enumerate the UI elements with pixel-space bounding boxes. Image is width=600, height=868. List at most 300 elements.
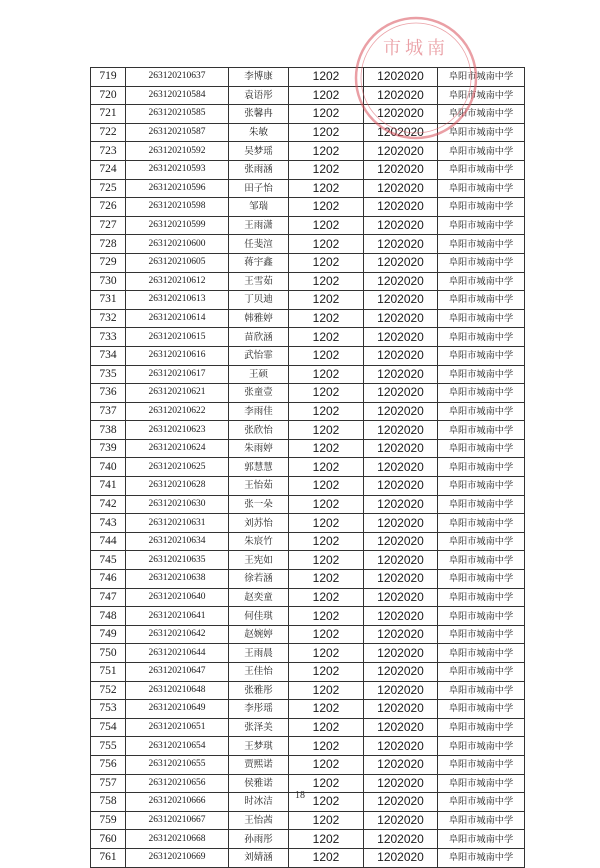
student-id-cell: 263120210599 <box>126 216 229 235</box>
class-code-cell: 1202 <box>289 681 364 700</box>
exam-code-cell: 1202020 <box>364 532 438 551</box>
school-name-cell: 阜阳市城南中学 <box>438 644 525 663</box>
row-number-cell: 748 <box>91 607 126 626</box>
exam-code-cell: 1202020 <box>364 495 438 514</box>
table-row <box>91 105 525 124</box>
table-row <box>91 811 525 830</box>
table-row <box>91 198 525 217</box>
class-code-cell: 1202 <box>289 830 364 849</box>
exam-code-cell: 1202020 <box>364 755 438 774</box>
row-number-cell: 755 <box>91 737 126 756</box>
school-name-cell: 阜阳市城南中学 <box>438 68 525 87</box>
school-name-cell: 阜阳市城南中学 <box>438 700 525 719</box>
class-code-cell: 1202 <box>289 848 364 867</box>
table-row <box>91 737 525 756</box>
school-name-cell: 阜阳市城南中学 <box>438 384 525 403</box>
school-name-cell: 阜阳市城南中学 <box>438 235 525 254</box>
table-row <box>91 272 525 291</box>
exam-code-cell: 1202020 <box>364 458 438 477</box>
class-code-cell: 1202 <box>289 272 364 291</box>
exam-code-cell: 1202020 <box>364 346 438 365</box>
exam-code-cell: 1202020 <box>364 272 438 291</box>
school-name-cell: 阜阳市城南中学 <box>438 253 525 272</box>
table-row <box>91 495 525 514</box>
row-number-cell: 720 <box>91 86 126 105</box>
row-number-cell: 719 <box>91 68 126 87</box>
class-code-cell: 1202 <box>289 737 364 756</box>
class-code-cell: 1202 <box>289 216 364 235</box>
exam-code-cell: 1202020 <box>364 607 438 626</box>
table-row <box>91 291 525 310</box>
table-row <box>91 309 525 328</box>
student-name-cell: 朱敏 <box>229 123 289 142</box>
row-number-cell: 742 <box>91 495 126 514</box>
exam-code-cell: 1202020 <box>364 570 438 589</box>
row-number-cell: 749 <box>91 625 126 644</box>
school-name-cell: 阜阳市城南中学 <box>438 105 525 124</box>
student-id-cell: 263120210625 <box>126 458 229 477</box>
school-name-cell: 阜阳市城南中学 <box>438 588 525 607</box>
student-id-cell: 263120210669 <box>126 848 229 867</box>
table-row <box>91 365 525 384</box>
student-name-cell: 张雅彤 <box>229 681 289 700</box>
student-id-cell: 263120210668 <box>126 830 229 849</box>
student-id-cell: 263120210655 <box>126 755 229 774</box>
student-id-cell: 263120210605 <box>126 253 229 272</box>
row-number-cell: 732 <box>91 309 126 328</box>
school-name-cell: 阜阳市城南中学 <box>438 848 525 867</box>
student-name-cell: 李雨佳 <box>229 402 289 421</box>
row-number-cell: 728 <box>91 235 126 254</box>
table-row <box>91 179 525 198</box>
student-id-cell: 263120210651 <box>126 718 229 737</box>
class-code-cell: 1202 <box>289 607 364 626</box>
student-name-cell: 张童壹 <box>229 384 289 403</box>
student-name-cell: 丁贝迪 <box>229 291 289 310</box>
class-code-cell: 1202 <box>289 291 364 310</box>
table-row <box>91 700 525 719</box>
table-row <box>91 663 525 682</box>
exam-code-cell: 1202020 <box>364 235 438 254</box>
school-name-cell: 阜阳市城南中学 <box>438 439 525 458</box>
school-name-cell: 阜阳市城南中学 <box>438 551 525 570</box>
row-number-cell: 739 <box>91 439 126 458</box>
school-name-cell: 阜阳市城南中学 <box>438 160 525 179</box>
exam-code-cell: 1202020 <box>364 811 438 830</box>
table-row <box>91 402 525 421</box>
class-code-cell: 1202 <box>289 644 364 663</box>
exam-code-cell: 1202020 <box>364 86 438 105</box>
student-id-cell: 263120210621 <box>126 384 229 403</box>
school-name-cell: 阜阳市城南中学 <box>438 607 525 626</box>
student-name-cell: 李彤瑶 <box>229 700 289 719</box>
student-id-cell: 263120210634 <box>126 532 229 551</box>
exam-code-cell: 1202020 <box>364 514 438 533</box>
row-number-cell: 743 <box>91 514 126 533</box>
student-name-cell: 张泽美 <box>229 718 289 737</box>
student-name-cell: 侯雅诺 <box>229 774 289 793</box>
school-name-cell: 阜阳市城南中学 <box>438 774 525 793</box>
class-code-cell: 1202 <box>289 198 364 217</box>
exam-code-cell: 1202020 <box>364 737 438 756</box>
student-id-cell: 263120210593 <box>126 160 229 179</box>
table-row <box>91 346 525 365</box>
student-name-cell: 张馨冉 <box>229 105 289 124</box>
student-name-cell: 王佳怡 <box>229 663 289 682</box>
row-number-cell: 746 <box>91 570 126 589</box>
row-number-cell: 722 <box>91 123 126 142</box>
exam-code-cell: 1202020 <box>364 477 438 496</box>
exam-code-cell: 1202020 <box>364 291 438 310</box>
school-name-cell: 阜阳市城南中学 <box>438 811 525 830</box>
student-name-cell: 王梦琪 <box>229 737 289 756</box>
class-code-cell: 1202 <box>289 68 364 87</box>
student-roster-table <box>90 67 525 868</box>
school-name-cell: 阜阳市城南中学 <box>438 570 525 589</box>
row-number-cell: 735 <box>91 365 126 384</box>
school-name-cell: 阜阳市城南中学 <box>438 458 525 477</box>
exam-code-cell: 1202020 <box>364 253 438 272</box>
row-number-cell: 734 <box>91 346 126 365</box>
table-row <box>91 607 525 626</box>
row-number-cell: 756 <box>91 755 126 774</box>
class-code-cell: 1202 <box>289 700 364 719</box>
student-id-cell: 263120210654 <box>126 737 229 756</box>
student-id-cell: 263120210584 <box>126 86 229 105</box>
school-name-cell: 阜阳市城南中学 <box>438 737 525 756</box>
student-id-cell: 263120210667 <box>126 811 229 830</box>
row-number-cell: 736 <box>91 384 126 403</box>
student-name-cell: 何佳琪 <box>229 607 289 626</box>
table-row <box>91 644 525 663</box>
table-row <box>91 848 525 867</box>
student-id-cell: 263120210648 <box>126 681 229 700</box>
student-id-cell: 263120210596 <box>126 179 229 198</box>
student-name-cell: 王硕 <box>229 365 289 384</box>
row-number-cell: 754 <box>91 718 126 737</box>
student-name-cell: 张一朵 <box>229 495 289 514</box>
class-code-cell: 1202 <box>289 458 364 477</box>
school-name-cell: 阜阳市城南中学 <box>438 291 525 310</box>
exam-code-cell: 1202020 <box>364 700 438 719</box>
student-name-cell: 孙雨彤 <box>229 830 289 849</box>
student-id-cell: 263120210617 <box>126 365 229 384</box>
student-name-cell: 袁语彤 <box>229 86 289 105</box>
class-code-cell: 1202 <box>289 570 364 589</box>
row-number-cell: 751 <box>91 663 126 682</box>
row-number-cell: 725 <box>91 179 126 198</box>
class-code-cell: 1202 <box>289 532 364 551</box>
school-name-cell: 阜阳市城南中学 <box>438 309 525 328</box>
table-row <box>91 253 525 272</box>
exam-code-cell: 1202020 <box>364 421 438 440</box>
row-number-cell: 731 <box>91 291 126 310</box>
student-name-cell: 王雨潇 <box>229 216 289 235</box>
table-row <box>91 551 525 570</box>
class-code-cell: 1202 <box>289 86 364 105</box>
row-number-cell: 750 <box>91 644 126 663</box>
class-code-cell: 1202 <box>289 588 364 607</box>
school-name-cell: 阜阳市城南中学 <box>438 532 525 551</box>
school-name-cell: 阜阳市城南中学 <box>438 198 525 217</box>
row-number-cell: 733 <box>91 328 126 347</box>
student-name-cell: 王怡茜 <box>229 811 289 830</box>
table-row <box>91 235 525 254</box>
table-row <box>91 68 525 87</box>
student-id-cell: 263120210666 <box>126 793 229 812</box>
row-number-cell: 729 <box>91 253 126 272</box>
table-row <box>91 216 525 235</box>
exam-code-cell: 1202020 <box>364 198 438 217</box>
class-code-cell: 1202 <box>289 495 364 514</box>
student-id-cell: 263120210628 <box>126 477 229 496</box>
exam-code-cell: 1202020 <box>364 123 438 142</box>
table-row <box>91 830 525 849</box>
table-row <box>91 625 525 644</box>
exam-code-cell: 1202020 <box>364 365 438 384</box>
school-name-cell: 阜阳市城南中学 <box>438 830 525 849</box>
exam-code-cell: 1202020 <box>364 718 438 737</box>
class-code-cell: 1202 <box>289 142 364 161</box>
student-id-cell: 263120210649 <box>126 700 229 719</box>
row-number-cell: 760 <box>91 830 126 849</box>
school-name-cell: 阜阳市城南中学 <box>438 755 525 774</box>
exam-code-cell: 1202020 <box>364 142 438 161</box>
row-number-cell: 744 <box>91 532 126 551</box>
table-row <box>91 477 525 496</box>
class-code-cell: 1202 <box>289 421 364 440</box>
exam-code-cell: 1202020 <box>364 663 438 682</box>
student-id-cell: 263120210612 <box>126 272 229 291</box>
row-number-cell: 741 <box>91 477 126 496</box>
student-name-cell: 王雨晨 <box>229 644 289 663</box>
student-id-cell: 263120210598 <box>126 198 229 217</box>
class-code-cell: 1202 <box>289 514 364 533</box>
table-row <box>91 142 525 161</box>
school-name-cell: 阜阳市城南中学 <box>438 402 525 421</box>
school-name-cell: 阜阳市城南中学 <box>438 86 525 105</box>
row-number-cell: 753 <box>91 700 126 719</box>
student-id-cell: 263120210616 <box>126 346 229 365</box>
student-id-cell: 263120210644 <box>126 644 229 663</box>
class-code-cell: 1202 <box>289 755 364 774</box>
student-name-cell: 吴梦瑶 <box>229 142 289 161</box>
student-id-cell: 263120210635 <box>126 551 229 570</box>
row-number-cell: 745 <box>91 551 126 570</box>
student-id-cell: 263120210587 <box>126 123 229 142</box>
table-row <box>91 439 525 458</box>
exam-code-cell: 1202020 <box>364 793 438 812</box>
row-number-cell: 757 <box>91 774 126 793</box>
class-code-cell: 1202 <box>289 811 364 830</box>
class-code-cell: 1202 <box>289 235 364 254</box>
student-id-cell: 263120210631 <box>126 514 229 533</box>
school-name-cell: 阜阳市城南中学 <box>438 328 525 347</box>
student-name-cell: 武怡霏 <box>229 346 289 365</box>
row-number-cell: 758 <box>91 793 126 812</box>
exam-code-cell: 1202020 <box>364 179 438 198</box>
row-number-cell: 726 <box>91 198 126 217</box>
student-name-cell: 张欣怡 <box>229 421 289 440</box>
row-number-cell: 761 <box>91 848 126 867</box>
school-name-cell: 阜阳市城南中学 <box>438 272 525 291</box>
table-row <box>91 588 525 607</box>
class-code-cell: 1202 <box>289 160 364 179</box>
student-id-cell: 263120210637 <box>126 68 229 87</box>
student-id-cell: 263120210641 <box>126 607 229 626</box>
student-id-cell: 263120210613 <box>126 291 229 310</box>
class-code-cell: 1202 <box>289 309 364 328</box>
class-code-cell: 1202 <box>289 384 364 403</box>
student-name-cell: 郭慧慧 <box>229 458 289 477</box>
row-number-cell: 747 <box>91 588 126 607</box>
class-code-cell: 1202 <box>289 663 364 682</box>
student-name-cell: 徐若涵 <box>229 570 289 589</box>
exam-code-cell: 1202020 <box>364 625 438 644</box>
school-name-cell: 阜阳市城南中学 <box>438 718 525 737</box>
student-name-cell: 任斐渲 <box>229 235 289 254</box>
table-row <box>91 458 525 477</box>
student-id-cell: 263120210642 <box>126 625 229 644</box>
table-row <box>91 681 525 700</box>
table-row <box>91 514 525 533</box>
page-number: 18 <box>295 790 305 801</box>
student-name-cell: 张雨涵 <box>229 160 289 179</box>
exam-code-cell: 1202020 <box>364 105 438 124</box>
school-name-cell: 阜阳市城南中学 <box>438 663 525 682</box>
student-name-cell: 邹瑞 <box>229 198 289 217</box>
student-name-cell: 贾熙诺 <box>229 755 289 774</box>
exam-code-cell: 1202020 <box>364 309 438 328</box>
school-name-cell: 阜阳市城南中学 <box>438 365 525 384</box>
class-code-cell: 1202 <box>289 123 364 142</box>
student-id-cell: 263120210623 <box>126 421 229 440</box>
student-id-cell: 263120210592 <box>126 142 229 161</box>
school-name-cell: 阜阳市城南中学 <box>438 179 525 198</box>
student-name-cell: 刘苏怡 <box>229 514 289 533</box>
class-code-cell: 1202 <box>289 774 364 793</box>
school-name-cell: 阜阳市城南中学 <box>438 514 525 533</box>
school-name-cell: 阜阳市城南中学 <box>438 681 525 700</box>
exam-code-cell: 1202020 <box>364 439 438 458</box>
student-name-cell: 朱宸竹 <box>229 532 289 551</box>
school-name-cell: 阜阳市城南中学 <box>438 793 525 812</box>
table-row <box>91 328 525 347</box>
student-id-cell: 263120210656 <box>126 774 229 793</box>
row-number-cell: 740 <box>91 458 126 477</box>
school-name-cell: 阜阳市城南中学 <box>438 421 525 440</box>
table-row <box>91 532 525 551</box>
student-name-cell: 时冰洁 <box>229 793 289 812</box>
student-name-cell: 赵婉婷 <box>229 625 289 644</box>
exam-code-cell: 1202020 <box>364 216 438 235</box>
student-id-cell: 263120210647 <box>126 663 229 682</box>
school-name-cell: 阜阳市城南中学 <box>438 142 525 161</box>
class-code-cell: 1202 <box>289 253 364 272</box>
class-code-cell: 1202 <box>289 551 364 570</box>
student-id-cell: 263120210624 <box>126 439 229 458</box>
student-id-cell: 263120210614 <box>126 309 229 328</box>
exam-code-cell: 1202020 <box>364 328 438 347</box>
row-number-cell: 738 <box>91 421 126 440</box>
student-id-cell: 263120210622 <box>126 402 229 421</box>
student-id-cell: 263120210600 <box>126 235 229 254</box>
table-row <box>91 384 525 403</box>
school-name-cell: 阜阳市城南中学 <box>438 625 525 644</box>
student-id-cell: 263120210638 <box>126 570 229 589</box>
class-code-cell: 1202 <box>289 793 364 812</box>
exam-code-cell: 1202020 <box>364 681 438 700</box>
class-code-cell: 1202 <box>289 439 364 458</box>
student-id-cell: 263120210585 <box>126 105 229 124</box>
exam-code-cell: 1202020 <box>364 774 438 793</box>
table-row <box>91 160 525 179</box>
class-code-cell: 1202 <box>289 346 364 365</box>
student-name-cell: 田子怡 <box>229 179 289 198</box>
exam-code-cell: 1202020 <box>364 160 438 179</box>
exam-code-cell: 1202020 <box>364 830 438 849</box>
student-id-cell: 263120210630 <box>126 495 229 514</box>
student-name-cell: 苗欣涵 <box>229 328 289 347</box>
row-number-cell: 727 <box>91 216 126 235</box>
exam-code-cell: 1202020 <box>364 848 438 867</box>
student-name-cell: 朱雨婷 <box>229 439 289 458</box>
school-name-cell: 阜阳市城南中学 <box>438 216 525 235</box>
roster-body <box>91 68 525 868</box>
exam-code-cell: 1202020 <box>364 68 438 87</box>
row-number-cell: 752 <box>91 681 126 700</box>
class-code-cell: 1202 <box>289 402 364 421</box>
row-number-cell: 737 <box>91 402 126 421</box>
class-code-cell: 1202 <box>289 179 364 198</box>
row-number-cell: 724 <box>91 160 126 179</box>
class-code-cell: 1202 <box>289 718 364 737</box>
exam-code-cell: 1202020 <box>364 588 438 607</box>
table-row <box>91 755 525 774</box>
student-name-cell: 李博康 <box>229 68 289 87</box>
school-name-cell: 阜阳市城南中学 <box>438 477 525 496</box>
school-name-cell: 阜阳市城南中学 <box>438 123 525 142</box>
school-name-cell: 阜阳市城南中学 <box>438 346 525 365</box>
table-row <box>91 421 525 440</box>
student-name-cell: 韩雅婷 <box>229 309 289 328</box>
exam-code-cell: 1202020 <box>364 644 438 663</box>
exam-code-cell: 1202020 <box>364 402 438 421</box>
student-name-cell: 王宪如 <box>229 551 289 570</box>
row-number-cell: 759 <box>91 811 126 830</box>
table-row <box>91 123 525 142</box>
table-row <box>91 86 525 105</box>
table-row <box>91 718 525 737</box>
svg-text:市城南: 市城南 <box>383 38 449 59</box>
exam-code-cell: 1202020 <box>364 551 438 570</box>
school-name-cell: 阜阳市城南中学 <box>438 495 525 514</box>
row-number-cell: 723 <box>91 142 126 161</box>
class-code-cell: 1202 <box>289 477 364 496</box>
row-number-cell: 730 <box>91 272 126 291</box>
student-name-cell: 王雪茹 <box>229 272 289 291</box>
row-number-cell: 721 <box>91 105 126 124</box>
class-code-cell: 1202 <box>289 365 364 384</box>
student-id-cell: 263120210640 <box>126 588 229 607</box>
student-name-cell: 刘婧涵 <box>229 848 289 867</box>
table-row <box>91 570 525 589</box>
class-code-cell: 1202 <box>289 625 364 644</box>
class-code-cell: 1202 <box>289 105 364 124</box>
student-name-cell: 蒋宇鑫 <box>229 253 289 272</box>
exam-code-cell: 1202020 <box>364 384 438 403</box>
student-id-cell: 263120210615 <box>126 328 229 347</box>
